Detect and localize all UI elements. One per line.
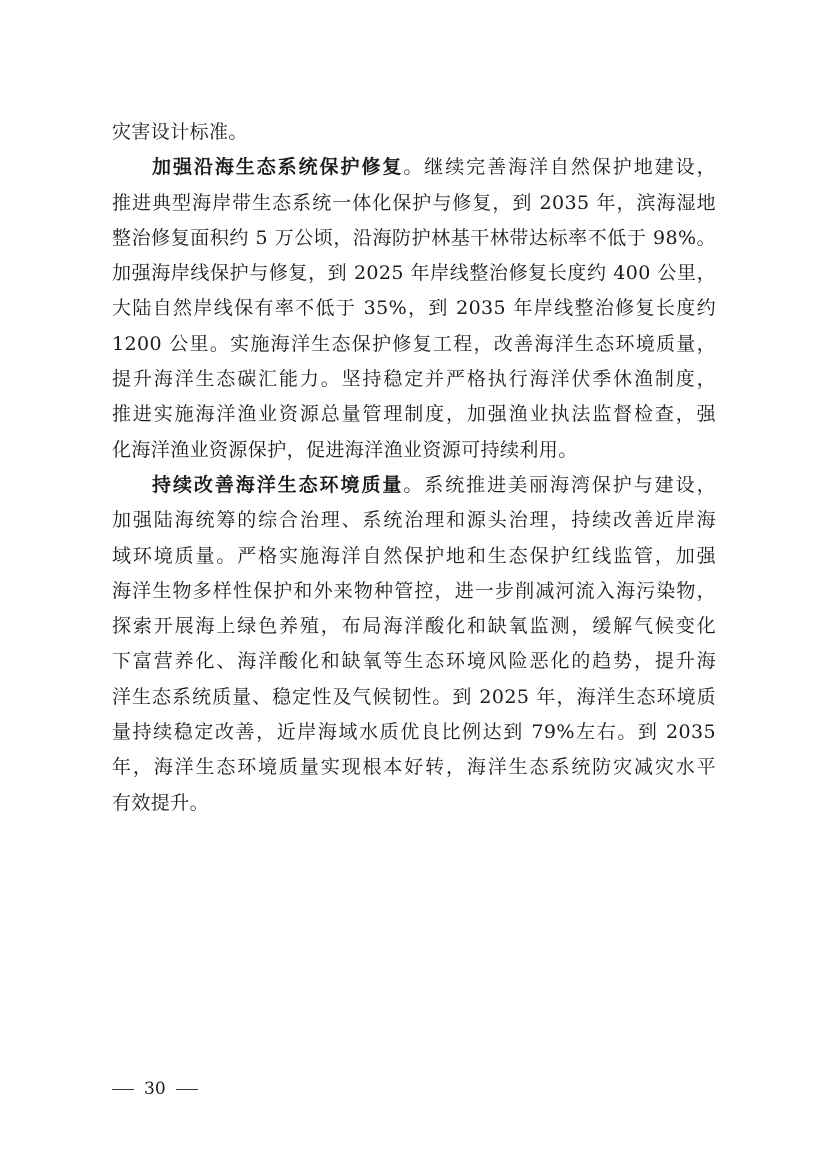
text-line: 化海洋渔业资源保护，促进海洋渔业资源可持续利用。: [112, 438, 578, 461]
text-line: 量持续稳定改善，近岸海域水质优良比例达到 79%左右。到 2035: [112, 721, 716, 744]
text-line: 推进实施海洋渔业资源总量管理制度，加强渔业执法监督检查，强: [112, 403, 716, 426]
text-fragment: 。系统推进美丽海湾保护与建设，: [403, 473, 716, 496]
page-number: 30: [144, 1079, 166, 1099]
text-line: 探索开展海上绿色养殖，布局海洋酸化和缺氧监测，缓解气候变化: [112, 615, 716, 638]
text-line: 洋生态系统质量、稳定性及气候韧性。到 2025 年，海洋生态环境质: [112, 685, 716, 708]
text-line: 1200 公里。实施海洋生态保护修复工程，改善海洋生态环境质量，: [112, 332, 716, 355]
text-line: [112, 468, 716, 503]
paragraph-1: [112, 115, 716, 150]
text-line: 加强陆海统筹的综合治理、系统治理和源头治理，持续改善近岸海: [112, 509, 716, 532]
paragraph-coastal-ecosystem: [112, 150, 716, 468]
paragraph-marine-environment: [112, 468, 716, 821]
text-line: 大陆自然岸线保有率不低于 35%，到 2035 年岸线整治修复长度约: [112, 297, 716, 320]
text-line: 年，海洋生态环境质量实现根本好转，海洋生态系统防灾减灾水平: [112, 756, 716, 779]
text-line: 有效提升。: [112, 791, 210, 814]
text-line: 下富营养化、海洋酸化和缺氧等生态环境风险恶化的趋势，提升海: [112, 650, 716, 673]
text-line: 提升海洋生态碳汇能力。坚持稳定并严格执行海洋伏季休渔制度，: [112, 368, 716, 391]
text-line: [112, 150, 716, 185]
dash-left: [112, 1089, 134, 1090]
text-fragment: 。继续完善海洋自然保护地建设，: [403, 156, 716, 179]
body-text: [112, 115, 716, 821]
page-footer: [112, 1077, 198, 1101]
section-heading: 加强沿海生态系统保护修复: [152, 156, 404, 179]
text-line: 灾害设计标准。: [112, 121, 248, 143]
text-line: 加强海岸线保护与修复，到 2025 年岸线整治修复长度约 400 公里，: [112, 262, 716, 285]
dash-right: [176, 1089, 198, 1090]
section-heading: 持续改善海洋生态环境质量: [152, 473, 404, 496]
text-line: 海洋生物多样性保护和外来物种管控，进一步削减河流入海污染物，: [112, 579, 716, 602]
text-line: 推进典型海岸带生态系统一体化保护与修复，到 2035 年，滨海湿地: [112, 191, 716, 214]
text-line: 整治修复面积约 5 万公顷，沿海防护林基干林带达标率不低于 98%。: [112, 226, 716, 249]
text-line: 域环境质量。严格实施海洋自然保护地和生态保护红线监管，加强: [112, 544, 716, 567]
